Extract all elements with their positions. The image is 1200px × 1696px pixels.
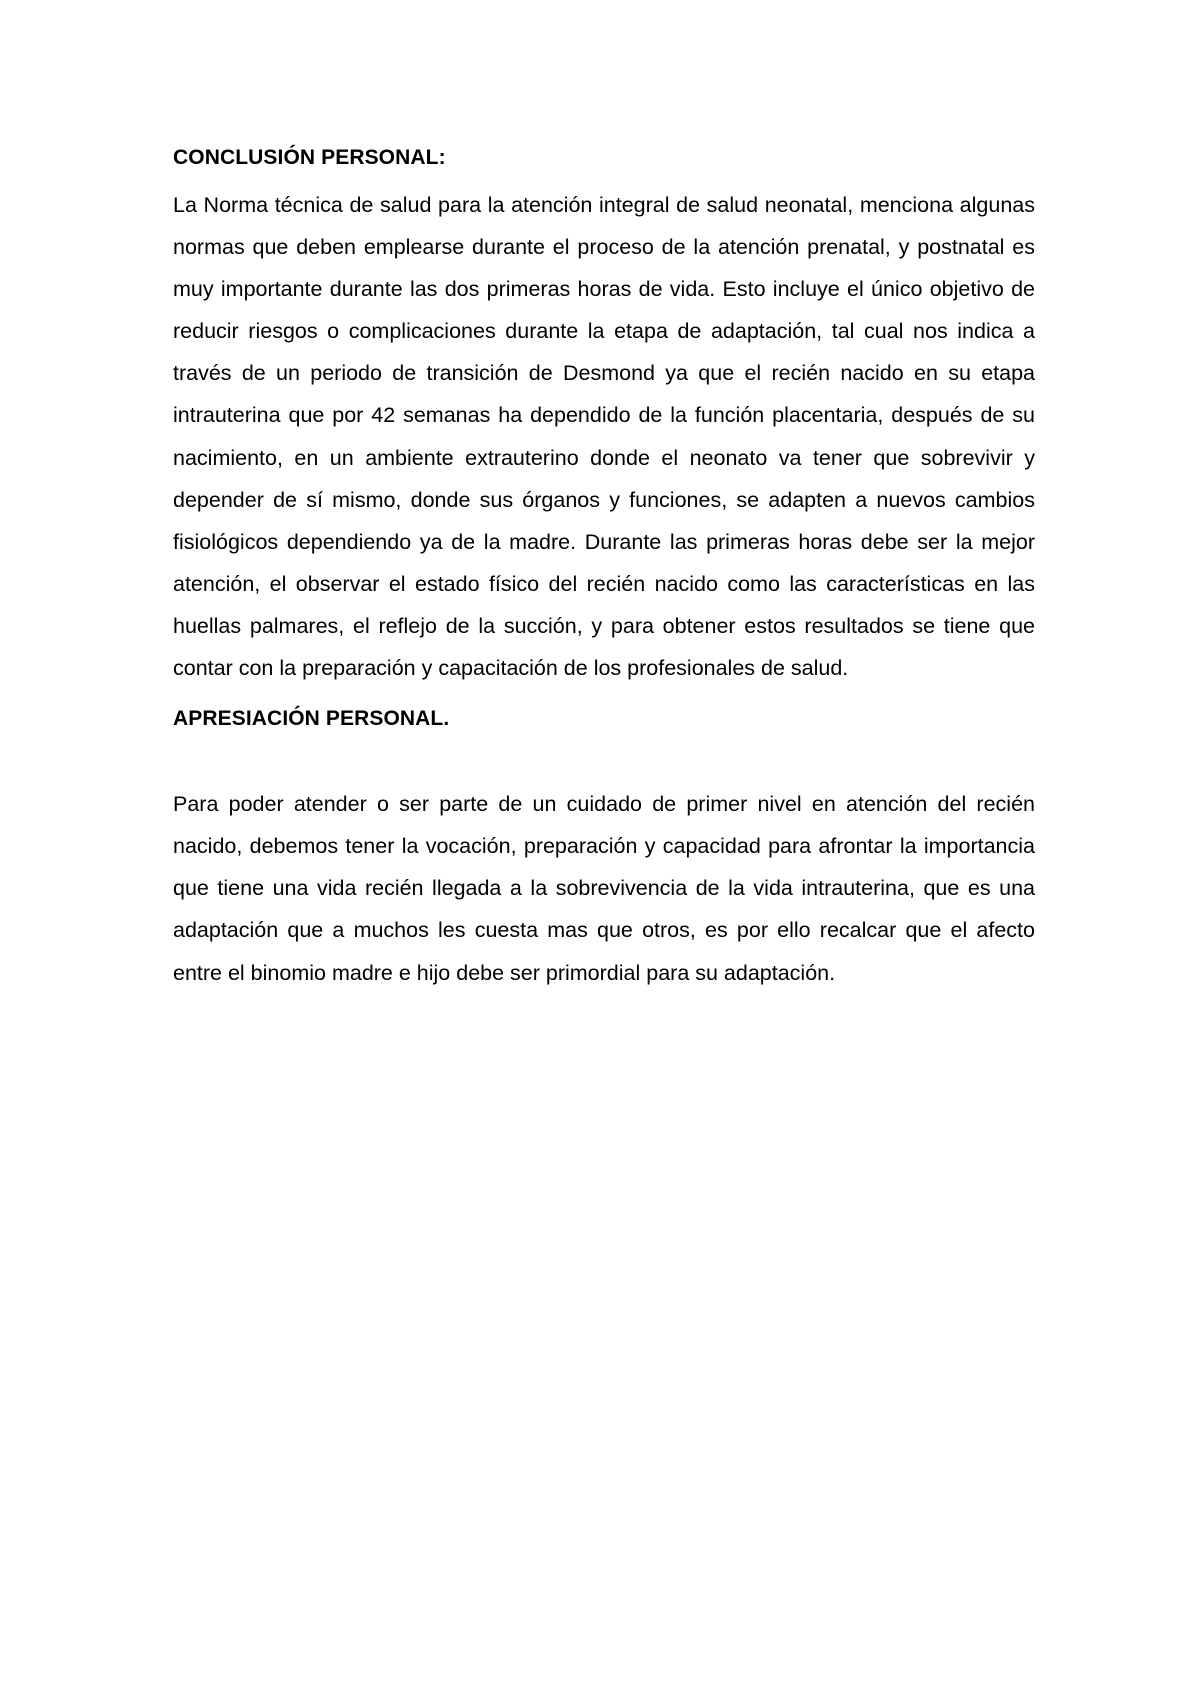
section-body-apreciacion: Para poder atender o ser parte de un cuidado de primer nivel en atención del recién nacido, debemos tener la vocación, preparación y capacidad para afrontar la importancia que tiene una vida recién llegada a la sobrevivencia de la vida intrauterina, que es una adaptación que a muchos les cuesta mas que otros, es por ello recalcar que el afecto entre el binomio madre e hijo debe ser primordial para su adaptación. — [173, 792, 1035, 985]
section-heading-apreciacion: APRESIACIÓN PERSONAL. — [173, 707, 450, 731]
section-body-conclusion: La Norma técnica de salud para la atención integral de salud neonatal, menciona algunas normas que deben emplearse durante el proceso de la atención prenatal, y postnatal es muy importante durante las dos primeras horas de vida. Esto incluye el único objetivo de reducir riesgos o complicaciones durante la etapa de adaptación, tal cual nos indica a través de un periodo de transición de Desmond ya que el recién nacido en su etapa intrauterina que por 42 semanas ha dependido de la función placentaria, después de su nacimiento, en un ambiente extrauterino donde el neonato va tener que sobrevivir y depender de sí mismo, donde sus órganos y funciones, se adapten a nuevos cambios fisiológicos dependiendo ya de la madre. Durante las primeras horas debe ser la mejor atención, el observar el estado físico del recién nacido como las características en las huellas palmares, el reflejo de la succión, y para obtener estos resultados se tiene que contar con la preparación y capacitación de los profesionales de salud. — [173, 193, 1035, 681]
section-heading-conclusion: CONCLUSIÓN PERSONAL: — [173, 146, 446, 169]
document-content — [173, 142, 1035, 994]
